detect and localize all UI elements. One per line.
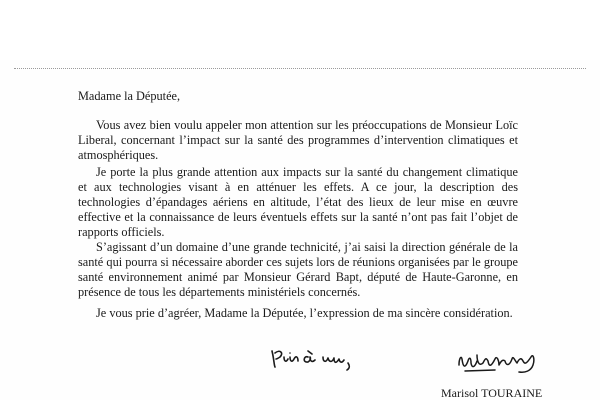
salutation: Madame la Députée, (78, 89, 181, 103)
signature-image (455, 345, 545, 379)
scan-fold-line (14, 68, 586, 69)
paragraph-1: Vous avez bien voulu appeler mon attention sur les préoccupations de Monsieur Loïc Liberal, concernant l’impact sur la santé des programmes d’intervention climatiques et atmosphériques. (78, 118, 518, 162)
closing-formula: Je vous prie d’agréer, Madame la Députée, l’expression de ma sincère considération. (96, 306, 513, 320)
handwritten-note-image (268, 343, 388, 371)
paragraph-2: Je porte la plus grande attention aux impacts sur la santé du changement climatique et aux technologies visant à en atténuer les effets. A ce jour, la description des technologies d’épandages aériens en altitude, l’état des lieux de leur mise en œuvre effective et la connaissance de leurs éventuels effets sur la santé n’ont pas fait l’objet de rapports officiels. (78, 165, 518, 239)
signer-name: Marisol TOURAINE (441, 386, 543, 400)
letterhead-area (0, 0, 600, 60)
paragraph-3: S’agissant d’un domaine d’une grande technicité, j’ai saisi la direction générale de la santé qui pourra si nécessaire aborder ces sujets lors de réunions organisées par le groupe santé environnement animé par Monsieur Gérard Bapt, député de Haute-Garonne, en présence de tous les départements ministériels concernés. (78, 240, 518, 299)
